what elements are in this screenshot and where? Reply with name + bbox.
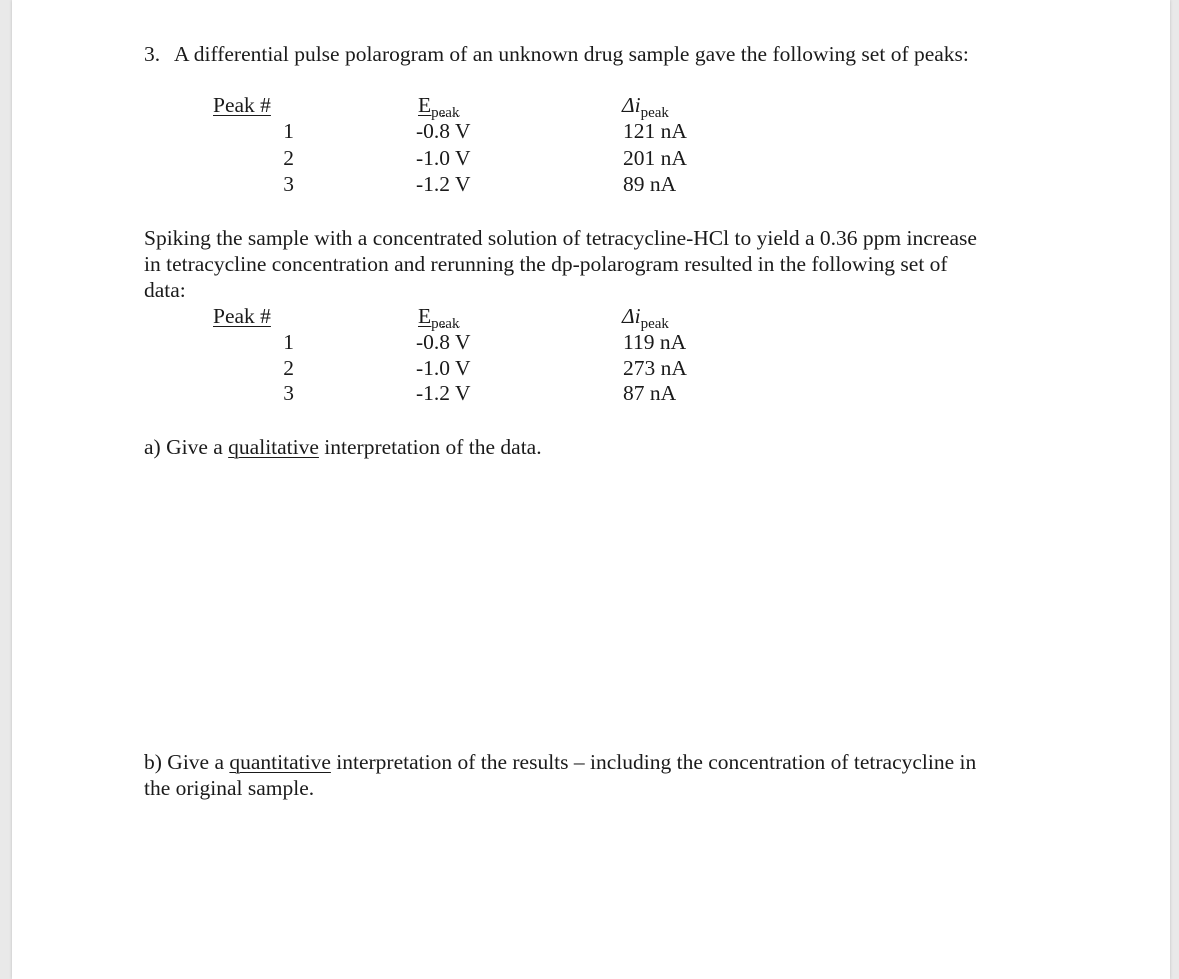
part-b-label: b) — [144, 750, 162, 774]
dipeak-main: Δi — [622, 304, 641, 328]
table1-row2-di: 201 nA — [623, 146, 687, 170]
table2-row1-e: -0.8 V — [416, 330, 471, 354]
table2-row2-e: -1.0 V — [416, 356, 471, 380]
table1-row1-peak: 1 — [283, 119, 294, 143]
table2-row3-e: -1.2 V — [416, 381, 471, 405]
table1-row2-e: -1.0 V — [416, 146, 471, 170]
part-b-question — [144, 749, 976, 776]
table1-header-peak: Peak # — [213, 93, 271, 117]
epeak-main: E — [418, 304, 432, 328]
part-a-pre: Give a — [166, 435, 223, 459]
table1-row1-e: -0.8 V — [416, 119, 471, 143]
table2-row2-peak: 2 — [283, 356, 294, 380]
part-b-line-2: the original sample. — [144, 776, 315, 800]
table1-row1-di: 121 nA — [623, 119, 687, 143]
part-b-emphasis: quantitative — [229, 750, 331, 774]
part-a-question — [144, 434, 542, 461]
question-prompt: A differential pulse polarogram of an unknown drug sample gave the following set of peaks: — [174, 42, 969, 66]
table2-row3-di: 87 nA — [623, 381, 677, 405]
spiking-line-3: data: — [144, 278, 186, 302]
part-a-post: interpretation of the data. — [324, 435, 542, 459]
table1-row3-peak: 3 — [283, 172, 294, 196]
document-page — [12, 0, 1170, 979]
table2-header-peak: Peak # — [213, 304, 271, 328]
dipeak-sub: peak — [640, 105, 669, 121]
table1-row2-peak: 2 — [283, 146, 294, 170]
epeak-sub: peak — [431, 316, 460, 332]
question-number: 3. — [144, 42, 161, 66]
table1-row3-di: 89 nA — [623, 172, 677, 196]
part-a-emphasis: qualitative — [228, 435, 319, 459]
spiking-line-2: in tetracycline concentration and rerunning the dp-polarogram resulted in the following set of — [144, 252, 948, 276]
dipeak-sub: peak — [640, 316, 669, 332]
epeak-main: E — [418, 93, 432, 117]
part-b-pre: Give a — [167, 750, 225, 774]
table2-row3-peak: 3 — [283, 381, 294, 405]
table2-row1-di: 119 nA — [623, 330, 687, 354]
table1-row3-e: -1.2 V — [416, 172, 471, 196]
table2-row2-di: 273 nA — [623, 356, 687, 380]
epeak-sub: peak — [431, 105, 460, 121]
spiking-line-1: Spiking the sample with a concentrated solution of tetracycline-HCl to yield a 0.36 ppm increase — [144, 226, 977, 250]
part-a-label: a) — [144, 435, 161, 459]
table2-row1-peak: 1 — [283, 330, 294, 354]
dipeak-main: Δi — [622, 93, 641, 117]
part-b-post: interpretation of the results – including the concentration of tetracycline in — [336, 750, 977, 774]
